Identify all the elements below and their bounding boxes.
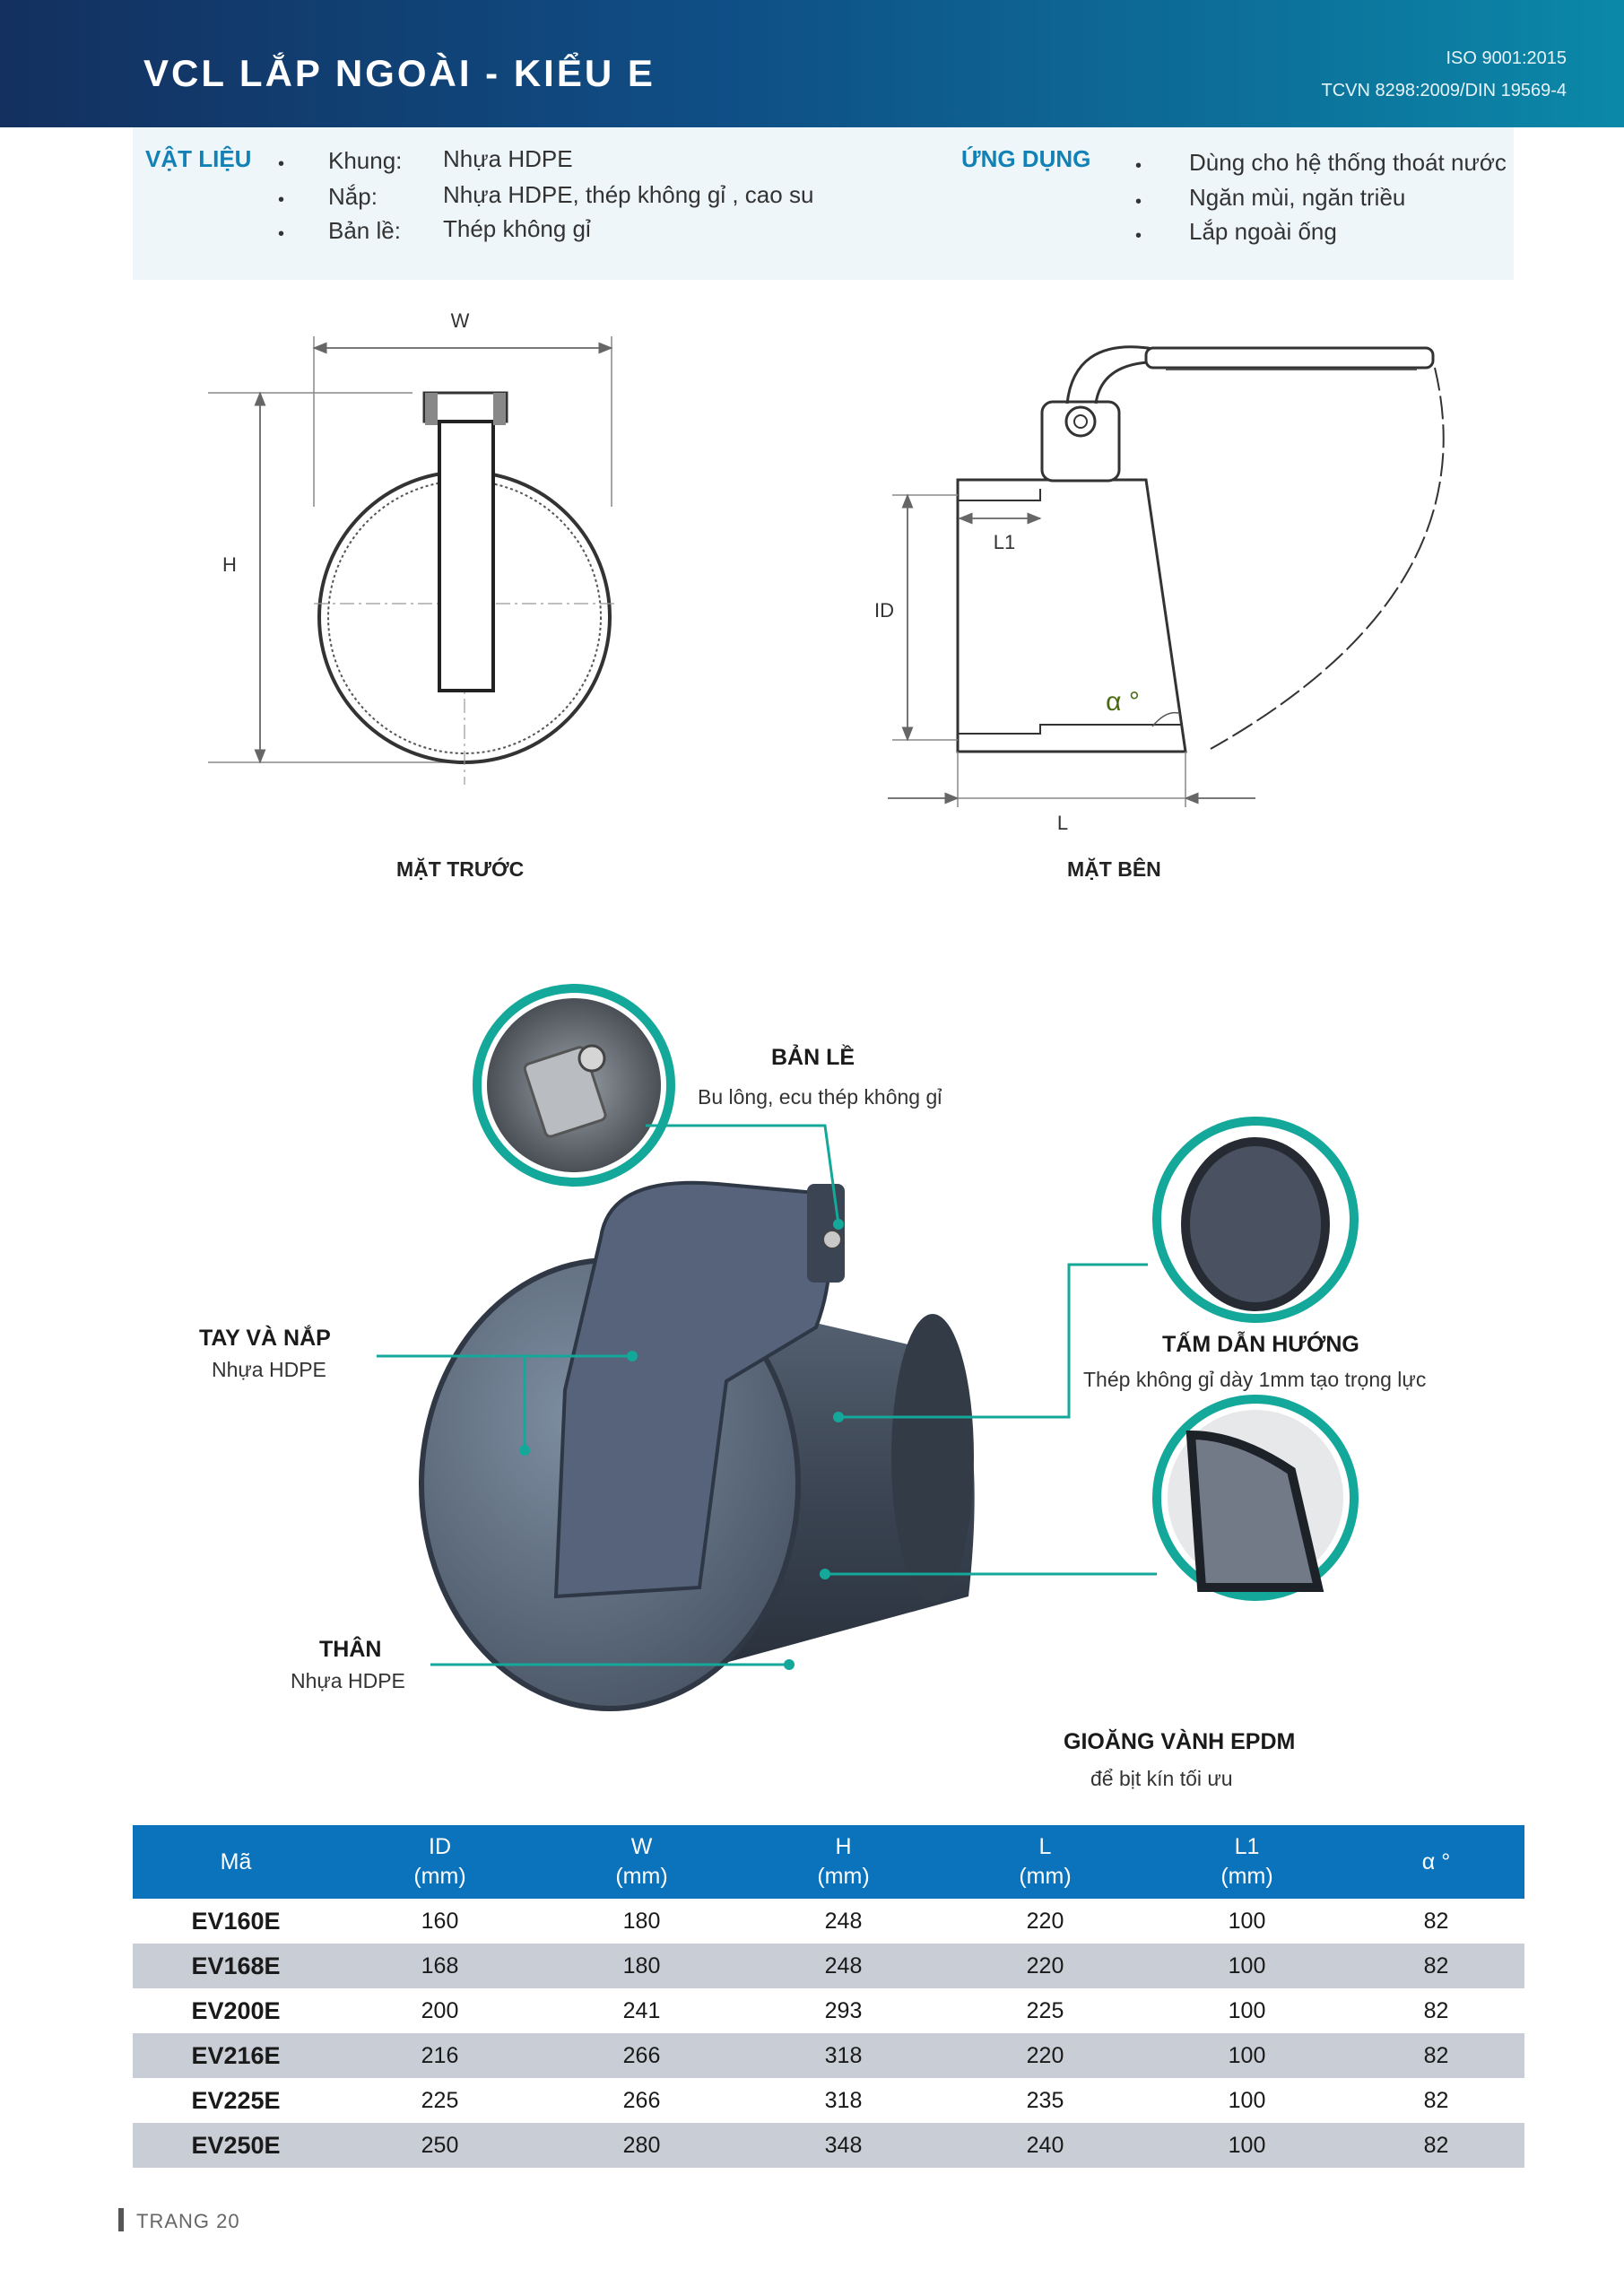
column-header: H (mm) xyxy=(743,1825,944,1899)
table-row xyxy=(133,2123,1524,2168)
hinge-callout-sub: Bu lông, ecu thép không gỉ xyxy=(698,1085,942,1109)
table-cell: 216 xyxy=(339,2033,541,2078)
table-cell: 180 xyxy=(541,1944,743,1988)
hinge-callout-title: BẢN LỀ xyxy=(771,1045,855,1070)
table-row xyxy=(133,2078,1524,2123)
application-item: Ngăn mùi, ngăn triều xyxy=(1189,184,1406,211)
column-header: L (mm) xyxy=(944,1825,1146,1899)
dim-w-label: W xyxy=(450,309,470,332)
table-cell: 266 xyxy=(622,2087,661,2113)
material-value: Thép không gỉ xyxy=(443,215,591,242)
side-view-caption: MẶT BÊN xyxy=(1067,857,1161,881)
table-cell: 318 xyxy=(824,2087,863,2113)
page-header xyxy=(0,0,1624,127)
table-cell: 180 xyxy=(622,1908,661,1934)
table-cell: 168 xyxy=(339,1944,541,1988)
material-value: Nhựa HDPE xyxy=(443,145,573,172)
table-cell: 225 xyxy=(421,2087,459,2113)
table-cell: 82 xyxy=(1423,1908,1449,1934)
material-label: Bản lề: xyxy=(328,217,401,244)
column-header: W (mm) xyxy=(541,1825,743,1899)
table-cell: 266 xyxy=(541,2033,743,2078)
table-row xyxy=(133,1988,1524,2033)
column-header: Mã xyxy=(133,1825,339,1899)
material-label: Khung: xyxy=(328,147,403,174)
front-view-caption: MẶT TRƯỚC xyxy=(396,857,525,881)
applications-heading: ỨNG DỤNG xyxy=(961,145,1091,172)
table-cell: 200 xyxy=(421,1997,459,2023)
body-callout-title: THÂN xyxy=(319,1637,382,1662)
arm-cover-callout-title: TAY VÀ NẮP xyxy=(199,1326,331,1351)
spec-panel xyxy=(133,127,1514,280)
column-header: L1 (mm) xyxy=(1146,1825,1348,1899)
table-cell: 250 xyxy=(339,2123,541,2168)
table-header-row xyxy=(133,1825,1524,1899)
table-cell: 100 xyxy=(1228,2087,1266,2113)
product-code-cell: EV250E xyxy=(133,2123,339,2168)
gasket-callout-title: GIOĂNG VÀNH EPDM xyxy=(1064,1729,1296,1754)
table-cell: 82 xyxy=(1348,1944,1524,1988)
bullet-icon: • xyxy=(1135,156,1142,176)
column-header: α ° xyxy=(1348,1825,1524,1899)
footer-bar xyxy=(118,2208,124,2231)
materials-heading: VẬT LIỆU xyxy=(145,145,252,172)
table-cell: 235 xyxy=(1026,2087,1064,2113)
body-callout-sub: Nhựa HDPE xyxy=(291,1669,405,1692)
table-cell: 100 xyxy=(1228,1908,1266,1934)
table-cell: 348 xyxy=(743,2123,944,2168)
table-cell: 100 xyxy=(1146,2033,1348,2078)
dim-l1-label: L1 xyxy=(993,531,1016,553)
product-code-cell: EV216E xyxy=(133,2033,339,2078)
table-cell: 241 xyxy=(622,1997,661,2023)
table-cell: 100 xyxy=(1228,1997,1266,2023)
table-cell: 82 xyxy=(1348,2123,1524,2168)
column-header: ID (mm) xyxy=(339,1825,541,1899)
product-code-cell: EV160E xyxy=(191,1907,281,1935)
gasket-callout-sub: để bịt kín tối ưu xyxy=(1090,1767,1233,1790)
bullet-icon: • xyxy=(1135,226,1142,246)
dim-l-label: L xyxy=(1056,812,1069,834)
table-row xyxy=(133,1944,1524,1988)
dim-id-label: ID xyxy=(874,599,894,622)
page-number: TRANG 20 xyxy=(136,2210,240,2232)
bullet-icon: • xyxy=(1135,192,1142,212)
dimensions-table xyxy=(133,1825,1524,2168)
table-cell: 220 xyxy=(944,1944,1146,1988)
table-cell: 82 xyxy=(1423,1997,1449,2023)
application-item: Lắp ngoài ống xyxy=(1189,218,1337,245)
guide-plate-callout-title: TẤM DẪN HƯỚNG xyxy=(1162,1332,1359,1357)
bullet-icon: • xyxy=(278,224,285,244)
dim-h-label: H xyxy=(222,553,237,576)
table-cell: 318 xyxy=(743,2033,944,2078)
iso-standard: ISO 9001:2015 xyxy=(1446,48,1567,68)
side-view-drawing xyxy=(861,296,1542,852)
table-cell: 100 xyxy=(1146,2123,1348,2168)
table-cell: 240 xyxy=(944,2123,1146,2168)
bullet-icon: • xyxy=(278,154,285,174)
product-code-cell: EV225E xyxy=(191,2086,281,2114)
material-value: Nhựa HDPE, thép không gỉ , cao su xyxy=(443,181,814,208)
page-title: VCL LẮP NGOÀI - KIỂU E xyxy=(143,52,656,94)
product-code-cell: EV168E xyxy=(133,1944,339,1988)
table-row xyxy=(133,1899,1524,1944)
tcvn-standard: TCVN 8298:2009/DIN 19569-4 xyxy=(1321,81,1567,100)
guide-plate-callout-sub: Thép không gỉ dày 1mm tạo trọng lực xyxy=(1083,1368,1427,1391)
front-view-drawing xyxy=(179,296,682,798)
dim-alpha-label: α ° xyxy=(1106,687,1140,717)
table-cell: 293 xyxy=(824,1997,863,2023)
table-cell: 220 xyxy=(1026,1908,1064,1934)
table-cell: 280 xyxy=(541,2123,743,2168)
table-cell: 248 xyxy=(743,1944,944,1988)
table-cell: 82 xyxy=(1423,2087,1449,2113)
table-cell: 82 xyxy=(1348,2033,1524,2078)
arm-cover-callout-sub: Nhựa HDPE xyxy=(212,1358,326,1381)
table-cell: 100 xyxy=(1146,1944,1348,1988)
table-cell: 220 xyxy=(944,2033,1146,2078)
table-cell: 160 xyxy=(421,1908,459,1934)
table-cell: 248 xyxy=(824,1908,863,1934)
table-row xyxy=(133,2033,1524,2078)
bullet-icon: • xyxy=(278,190,285,210)
material-label: Nắp: xyxy=(328,183,378,210)
application-item: Dùng cho hệ thống thoát nước xyxy=(1189,149,1507,176)
product-code-cell: EV200E xyxy=(191,1996,281,2024)
table-cell: 225 xyxy=(1026,1997,1064,2023)
